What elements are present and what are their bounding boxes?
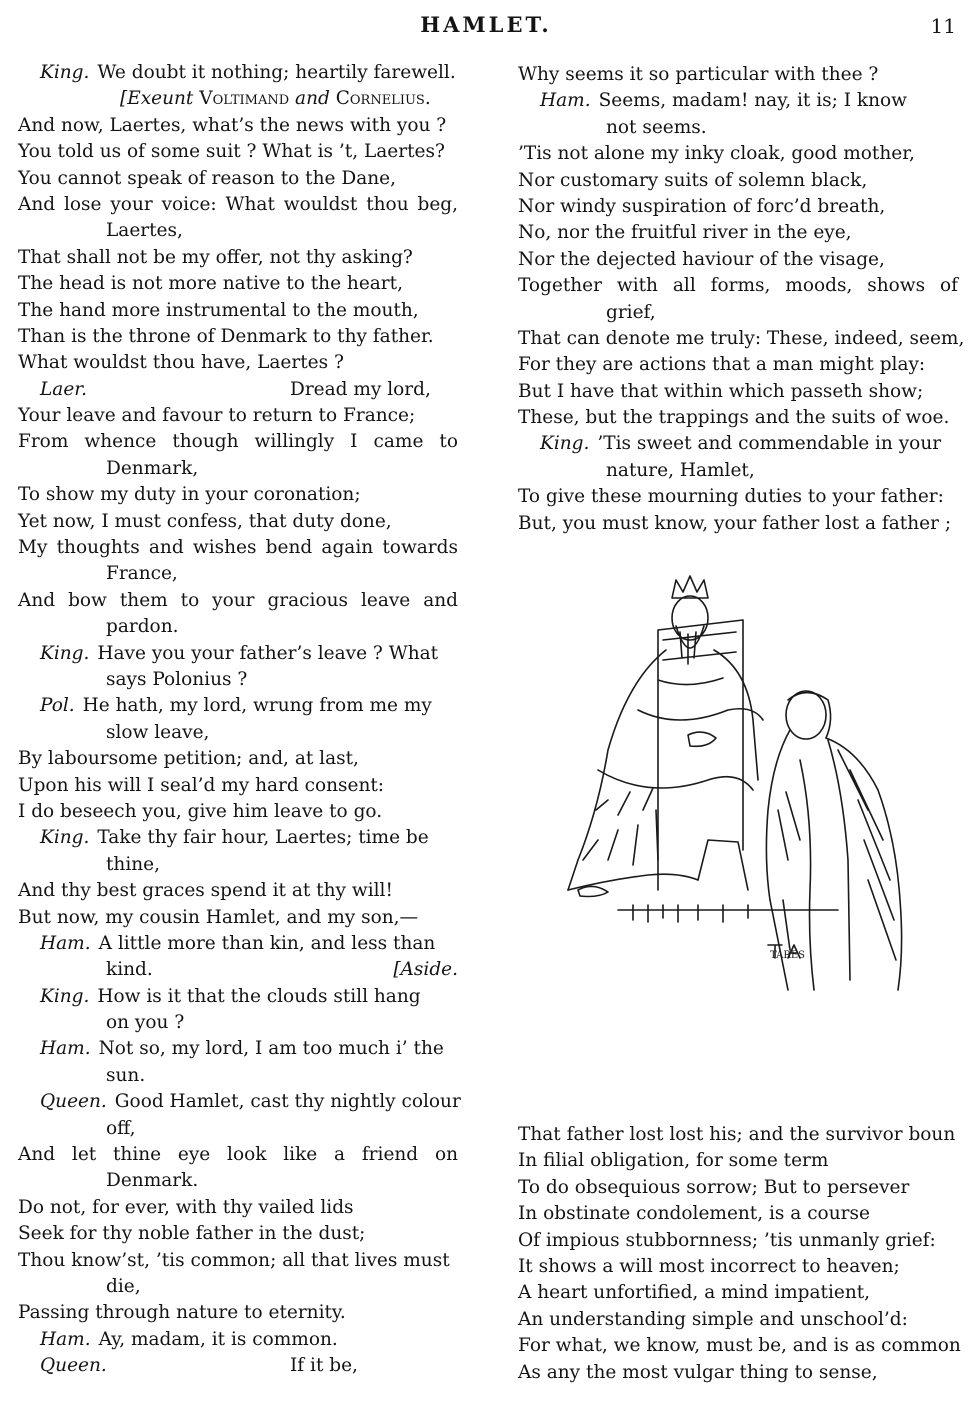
verse-line: By laboursome petition; and, at last, bbox=[18, 748, 359, 770]
verse-line: Nor customary suits of solemn black, bbox=[518, 169, 868, 191]
verse-line: My thoughts and wishes bend again towards bbox=[18, 537, 458, 559]
speech-line bbox=[18, 377, 458, 403]
running-title: HAMLET. bbox=[420, 12, 552, 37]
verse-line: What wouldst thou have, Laertes ? bbox=[18, 352, 344, 374]
right-column-top bbox=[518, 62, 965, 537]
verse-line: The hand more instrumental to the mouth, bbox=[18, 299, 419, 321]
speaker-name: Ham. bbox=[40, 1038, 91, 1060]
verse-line: In obstinate condolement, is a course bbox=[518, 1203, 870, 1225]
verse-continuation bbox=[18, 957, 458, 983]
speaker-name: Ham. bbox=[40, 932, 91, 954]
speech-line bbox=[18, 1353, 458, 1379]
speech-text: Not so, my lord, I am too much i’ the bbox=[98, 1038, 444, 1060]
speech-text: Seems, madam! nay, it is; I know bbox=[598, 90, 908, 112]
speech-line bbox=[18, 931, 458, 957]
verse-continuation bbox=[18, 561, 458, 587]
verse-line: Than is the throne of Denmark to thy father. bbox=[18, 325, 434, 347]
speaker-name: King. bbox=[40, 985, 90, 1007]
speech-text: He hath, my lord, wrung from me my bbox=[82, 695, 432, 717]
speaker-name: Ham. bbox=[540, 90, 591, 112]
verse-line: That father lost lost his; and the survivor boun bbox=[518, 1124, 956, 1145]
speech-text: If it be, bbox=[290, 1355, 358, 1377]
verse-text: France, bbox=[106, 563, 178, 585]
verse-line: Nor the dejected haviour of the visage, bbox=[518, 248, 885, 270]
verse-line: It shows a will most incorrect to heaven; bbox=[518, 1255, 900, 1277]
verse-continuation bbox=[18, 456, 458, 482]
speech-line bbox=[18, 825, 458, 851]
verse-continuation bbox=[18, 667, 458, 693]
speech-text: A little more than kin, and less than bbox=[98, 932, 436, 954]
verse-line: And thy best graces spend it at thy will! bbox=[18, 880, 393, 902]
speech-text: Take thy fair hour, Laertes; time be bbox=[97, 827, 429, 849]
verse-text: thine, bbox=[106, 853, 161, 875]
speaker-name: Queen. bbox=[40, 1091, 107, 1113]
speaker-name: Queen. bbox=[40, 1355, 107, 1377]
verse-line: Do not, for ever, with thy vailed lids bbox=[18, 1196, 354, 1218]
king-and-hamlet-illustration bbox=[538, 560, 958, 1030]
speech-text: How is it that the clouds still hang bbox=[97, 985, 421, 1007]
speech-text: We doubt it nothing; heartily farewell. bbox=[97, 62, 456, 83]
verse-line: An understanding simple and unschool’d: bbox=[518, 1308, 908, 1330]
verse-continuation bbox=[18, 720, 458, 746]
speech-line bbox=[18, 1036, 458, 1062]
verse-line: That can denote me truly: These, indeed, seem, bbox=[518, 327, 965, 349]
page-number: 11 bbox=[930, 14, 956, 38]
verse-line: But now, my cousin Hamlet, and my son,— bbox=[18, 906, 419, 928]
verse-line: You told us of some suit ? What is ’t, Laertes? bbox=[18, 141, 445, 163]
illustration-signature: TARES bbox=[770, 950, 806, 961]
verse-continuation bbox=[18, 852, 458, 878]
verse-text: die, bbox=[106, 1275, 141, 1297]
speech-text: Dread my lord, bbox=[290, 378, 431, 400]
verse-line: You cannot speak of reason to the Dane, bbox=[18, 167, 396, 189]
verse-line: Thou know’st, ’tis common; all that lives must bbox=[18, 1249, 450, 1271]
verse-line: In filial obligation, for some term bbox=[518, 1150, 829, 1172]
verse-continuation bbox=[18, 218, 458, 244]
left-column bbox=[18, 60, 461, 1380]
speaker-name: Ham. bbox=[40, 1328, 91, 1350]
verse-text: grief, bbox=[606, 301, 656, 323]
verse-line: And lose your voice: What wouldst thou beg, bbox=[18, 193, 458, 215]
speech-text: Have you your father’s leave ? What bbox=[97, 642, 439, 664]
verse-continuation bbox=[18, 1010, 458, 1036]
verse-continuation bbox=[518, 458, 958, 484]
aside-direction: [Aside. bbox=[393, 959, 458, 981]
verse-continuation bbox=[18, 614, 458, 640]
speech-line bbox=[18, 984, 458, 1010]
verse-text: pardon. bbox=[106, 616, 179, 638]
stage-direction-text: [Exeunt Voltimand and Cornelius. bbox=[120, 88, 431, 110]
speech-line bbox=[18, 1089, 461, 1115]
verse-line: That shall not be my offer, not thy asking? bbox=[18, 246, 413, 268]
verse-line: A heart unfortified, a mind impatient, bbox=[518, 1282, 871, 1304]
speaker-name: King. bbox=[40, 642, 90, 664]
speaker-name: King. bbox=[40, 62, 90, 83]
verse-text: kind. bbox=[106, 959, 153, 981]
verse-line: Of impious stubbornness; ’tis unmanly grief: bbox=[518, 1229, 936, 1251]
page-header bbox=[0, 12, 972, 44]
verse-line: Passing through nature to eternity. bbox=[18, 1302, 346, 1324]
speech-text: Good Hamlet, cast thy nightly colour bbox=[114, 1091, 461, 1113]
verse-line: Seek for thy noble father in the dust; bbox=[18, 1223, 366, 1245]
verse-line: But, you must know, your father lost a father ; bbox=[518, 512, 952, 534]
verse-line: No, nor the fruitful river in the eye, bbox=[518, 222, 852, 244]
speaker-name: King. bbox=[540, 433, 590, 455]
verse-continuation bbox=[18, 1274, 458, 1300]
verse-text: says Polonius ? bbox=[106, 668, 248, 690]
verse-line: Nor windy suspiration of forc’d breath, bbox=[518, 195, 886, 217]
verse-text: slow leave, bbox=[106, 721, 210, 743]
verse-line: The head is not more native to the heart, bbox=[18, 273, 403, 295]
speech-text: ’Tis sweet and commendable in your bbox=[597, 433, 942, 455]
verse-line: But I have that within which passeth show; bbox=[518, 380, 924, 402]
verse-line: I do beseech you, give him leave to go. bbox=[18, 800, 383, 822]
verse-continuation bbox=[18, 1063, 458, 1089]
speech-text: Ay, madam, it is common. bbox=[98, 1328, 338, 1350]
verse-line: To give these mourning duties to your father: bbox=[518, 486, 944, 508]
verse-line: Upon his will I seal’d my hard consent: bbox=[18, 774, 385, 796]
verse-line: Why seems it so particular with thee ? bbox=[518, 64, 879, 85]
verse-line: For they are actions that a man might play: bbox=[518, 354, 926, 376]
verse-text: not seems. bbox=[606, 116, 707, 138]
verse-continuation bbox=[18, 1116, 458, 1142]
verse-line: Together with all forms, moods, shows of bbox=[518, 275, 958, 297]
speaker-name: King. bbox=[40, 827, 90, 849]
verse-line: And now, Laertes, what’s the news with you ? bbox=[18, 114, 447, 136]
speaker-name: Laer. bbox=[40, 378, 87, 400]
speech-line bbox=[18, 60, 458, 86]
verse-text: Denmark. bbox=[106, 1170, 199, 1192]
verse-line: Your leave and favour to return to France; bbox=[18, 405, 416, 427]
speech-line bbox=[18, 641, 458, 667]
verse-line: And bow them to your gracious leave and bbox=[18, 589, 458, 611]
speech-line bbox=[518, 431, 958, 457]
verse-text: Denmark, bbox=[106, 457, 199, 479]
verse-continuation bbox=[518, 300, 958, 326]
verse-text: off, bbox=[106, 1117, 136, 1139]
verse-continuation bbox=[518, 115, 958, 141]
verse-continuation bbox=[18, 1168, 458, 1194]
verse-line: For what, we know, must be, and is as common bbox=[518, 1335, 961, 1357]
verse-text: nature, Hamlet, bbox=[606, 459, 755, 481]
verse-text: Laertes, bbox=[106, 220, 183, 242]
verse-line: Yet now, I must confess, that duty done, bbox=[18, 510, 392, 532]
speaker-name: Pol. bbox=[40, 695, 75, 717]
verse-line: As any the most vulgar thing to sense, bbox=[518, 1361, 878, 1383]
verse-line: To show my duty in your coronation; bbox=[18, 484, 361, 506]
verse-line: And let thine eye look like a friend on bbox=[18, 1144, 458, 1166]
verse-line: These, but the trappings and the suits of woe. bbox=[518, 407, 950, 429]
speech-line bbox=[18, 693, 458, 719]
illustration-drawing bbox=[538, 560, 958, 1030]
speech-line bbox=[18, 1327, 458, 1353]
verse-text: sun. bbox=[106, 1064, 146, 1086]
verse-line: To do obsequious sorrow; But to persever bbox=[518, 1176, 910, 1198]
speech-line bbox=[518, 88, 958, 114]
verse-line: From whence though willingly I came to bbox=[18, 431, 458, 453]
verse-line: ’Tis not alone my inky cloak, good mother, bbox=[518, 143, 915, 165]
right-column-bottom bbox=[518, 1122, 963, 1386]
stage-direction bbox=[18, 86, 458, 112]
verse-text: on you ? bbox=[106, 1012, 185, 1034]
